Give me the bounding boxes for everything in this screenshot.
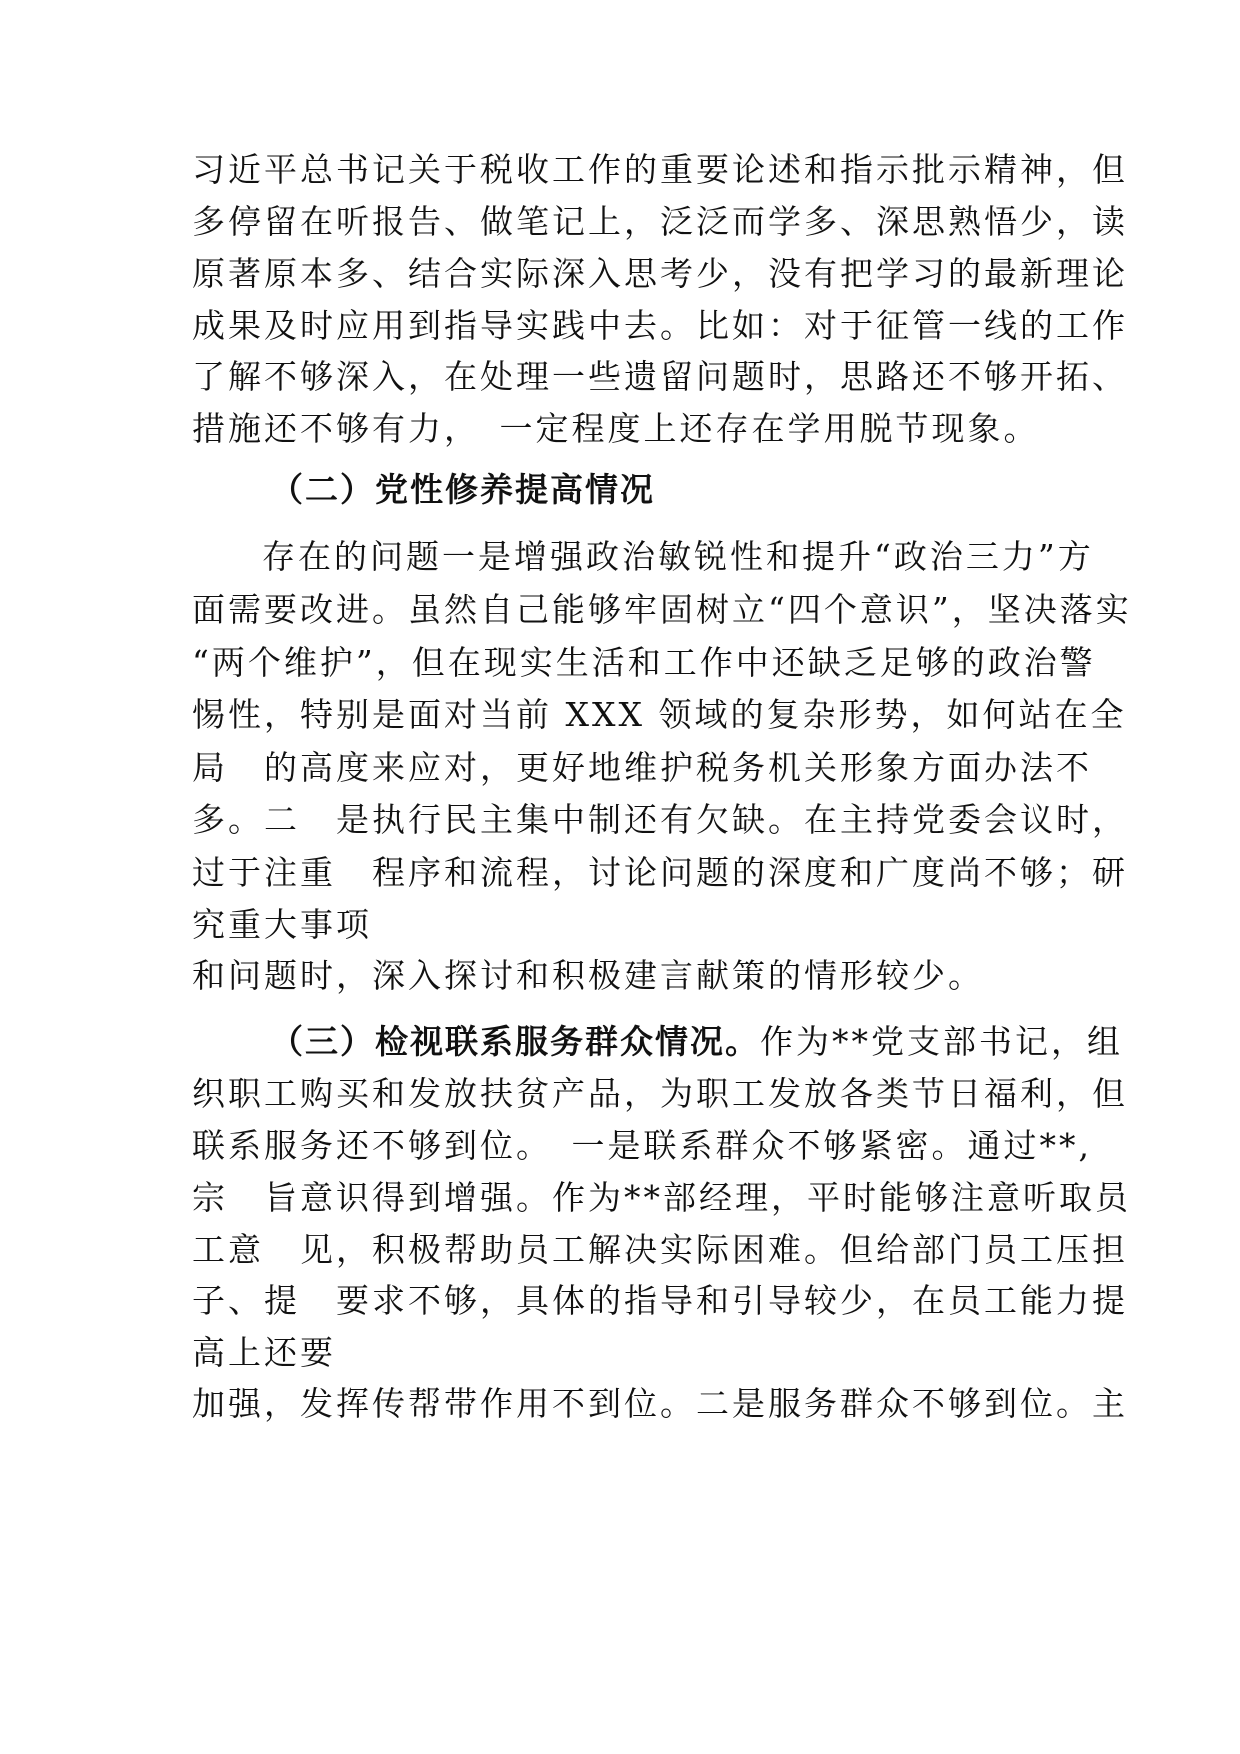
paragraph-line: 和问题时，深入探讨和积极建言献策的情形较少。 xyxy=(192,956,984,995)
paragraph-line: 加强，发挥传帮带作用不到位。二是服务群众不够到位。主 xyxy=(192,1384,1128,1423)
paragraph-line: 措施还不够有力， 一定程度上还存在学用脱节现象。 xyxy=(192,409,1040,448)
paragraph-line: 织职工购买和发放扶贫产品，为职工发放各类节日福利，但 xyxy=(192,1074,1128,1113)
paragraph-line: 宗 旨意识得到增强。作为**部经理，平时能够注意听取员 xyxy=(192,1178,1131,1217)
paragraph-line: 成果及时应用到指导实践中去。比如：对于征管一线的工作 xyxy=(192,306,1128,345)
paragraph-line: 子、提 要求不够，具体的指导和引导较少，在员工能力提 xyxy=(192,1281,1128,1320)
paragraph-line: 过于注重 程序和流程，讨论问题的深度和广度尚不够；研 xyxy=(192,853,1128,892)
paragraph-line-continuation: 作为**党支部书记，组 xyxy=(760,1022,1123,1061)
section-heading-3: （三）检视联系服务群众情况。 xyxy=(270,1022,760,1061)
paragraph-line: 习近平总书记关于税收工作的重要论述和指示批示精神，但 xyxy=(192,150,1128,189)
paragraph-line: 多。二 是执行民主集中制还有欠缺。在主持党委会议时， xyxy=(192,800,1128,839)
paragraph-line: 原著原本多、结合实际深入思考少，没有把学习的最新理论 xyxy=(192,254,1128,293)
section-heading-3-line xyxy=(270,1022,1123,1062)
paragraph-line: 究重大事项 xyxy=(192,905,372,944)
paragraph-line: 联系服务还不够到位。 一是联系群众不够紧密。通过**, xyxy=(192,1126,1092,1165)
paragraph-line: 面需要改进。虽然自己能够牢固树立“四个意识”，坚决落实 xyxy=(192,590,1132,629)
paragraph-line: 局 的高度来应对，更好地维护税务机关形象方面办法不 xyxy=(192,748,1092,787)
paragraph-line: 了解不够深入，在处理一些遗留问题时，思路还不够开拓、 xyxy=(192,357,1128,396)
paragraph-line: 存在的问题一是增强政治敏锐性和提升“政治三力”方 xyxy=(262,537,1094,576)
paragraph-line: 高上还要 xyxy=(192,1333,336,1372)
section-heading-2: （二）党性修养提高情况 xyxy=(270,470,655,509)
paragraph-line: 多停留在听报告、做笔记上，泛泛而学多、深思熟悟少，读 xyxy=(192,202,1128,241)
paragraph-line: 惕性，特别是面对当前 XXX 领域的复杂形势，如何站在全 xyxy=(192,695,1127,734)
paragraph-line: “两个维护”，但在现实生活和工作中还缺乏足够的政治警 xyxy=(192,643,1096,682)
paragraph-line: 工意 见，积极帮助员工解决实际困难。但给部门员工压担 xyxy=(192,1230,1128,1269)
